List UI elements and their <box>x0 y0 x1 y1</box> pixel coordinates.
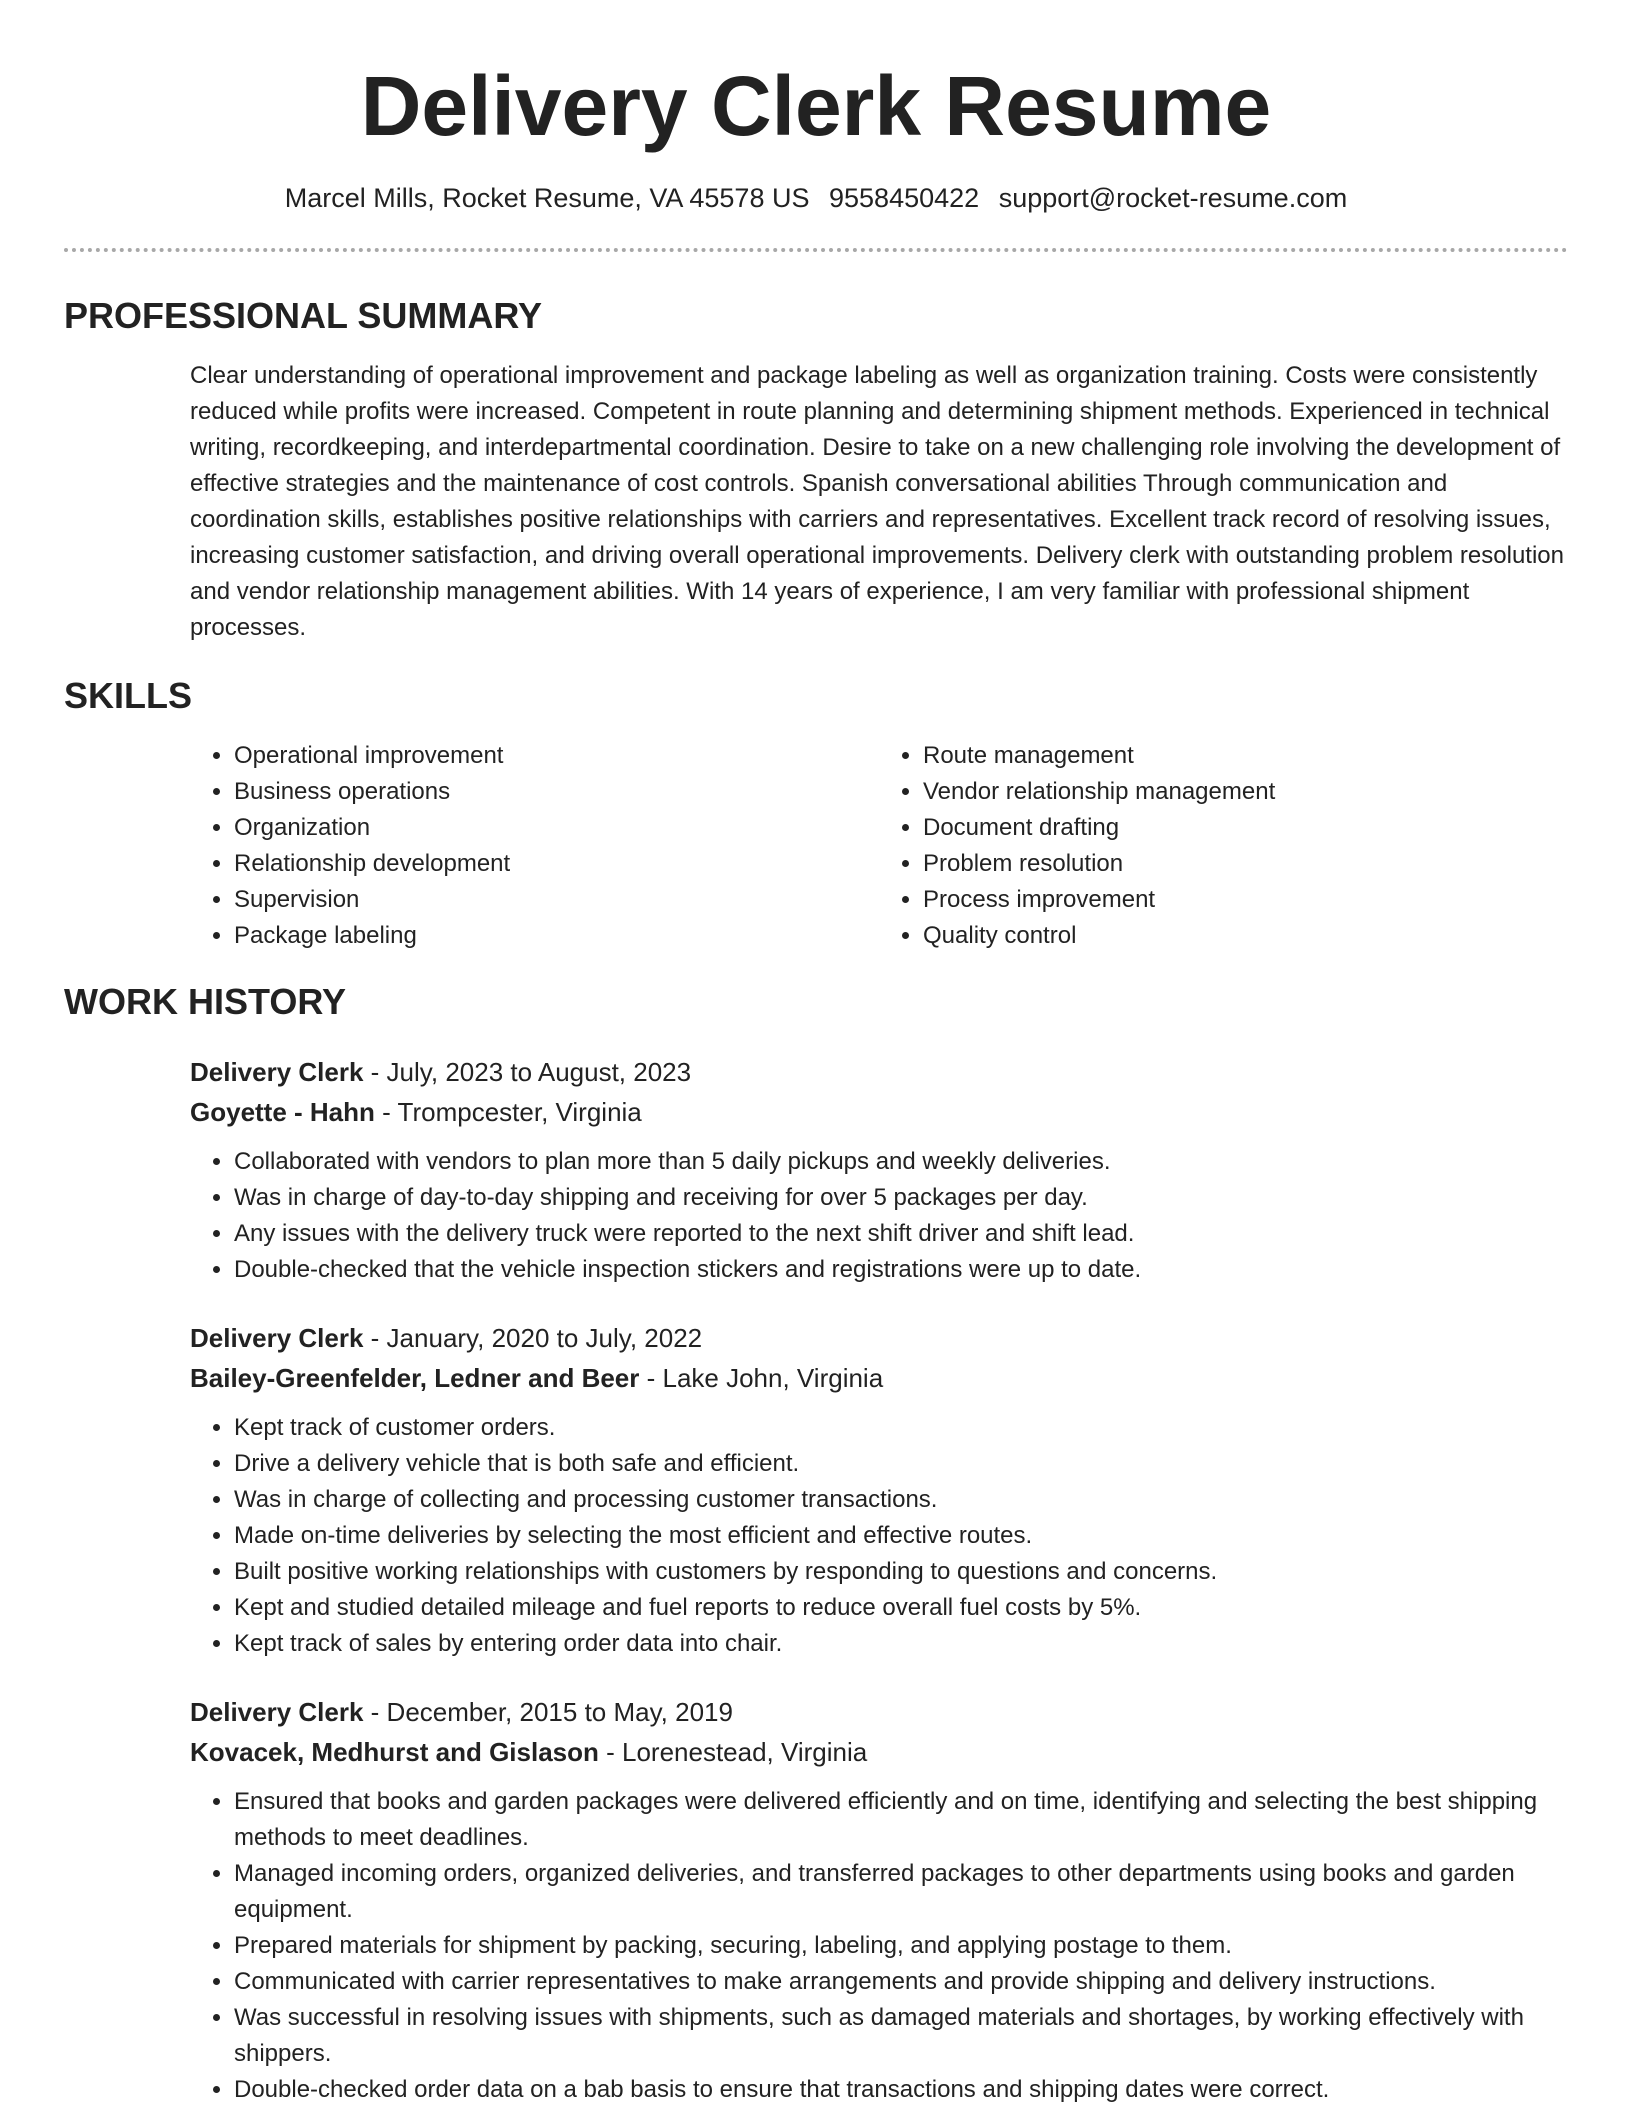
skill-item: • Business operations <box>234 774 879 810</box>
job-title: Delivery Clerk <box>190 1697 364 1727</box>
skill-item: • Relationship development <box>234 846 879 882</box>
job-bullet: • Any issues with the delivery truck were reported to the next shift driver and shift lead. <box>234 1216 1568 1252</box>
job-bullet: • Kept and studied detailed mileage and fuel reports to reduce overall fuel costs by 5%. <box>234 1590 1568 1626</box>
skill-item: • Operational improvement <box>234 738 879 774</box>
job-company-line <box>190 1358 1568 1398</box>
job-bullet: • Was in charge of day-to-day shipping and receiving for over 5 packages per day. <box>234 1180 1568 1216</box>
summary-heading: PROFESSIONAL SUMMARY <box>64 295 543 336</box>
job-entry <box>190 1052 1568 1288</box>
job-bullet: • Managed incoming orders, organized deliveries, and transferred packages to other departments using books and garden equipment. <box>234 1856 1568 1928</box>
summary-text: Clear understanding of operational improvement and package labeling as well as organization training. Costs were consistently reduced while profits were increased. Competent in route planning and determining shipment methods. Experienced in technical writing, recordkeeping, and interdepartmental coordination. Desire to take on a new challenging role involving the development of effective strategies and the maintenance of cost controls. Spanish conversational abilities Through communication and coordination skills, establishes positive relationships with carriers and representatives. Excellent track record of resolving issues, increasing customer satisfaction, and driving overall operational improvements. Delivery clerk with outstanding problem resolution and vendor relationship management abilities. With 14 years of experience, I am very familiar with professional shipment processes. <box>190 362 1564 641</box>
job-location: - Trompcester, Virginia <box>374 1097 642 1127</box>
skill-item: • Quality control <box>923 918 1568 954</box>
header-divider <box>64 248 1568 252</box>
job-bullet: • Drive a delivery vehicle that is both safe and efficient. <box>234 1446 1568 1482</box>
skills-grid <box>190 738 1568 954</box>
work-history-heading: WORK HISTORY <box>64 981 347 1022</box>
job-company: Bailey-Greenfelder, Ledner and Beer <box>190 1363 640 1393</box>
job-entry <box>190 1318 1568 1662</box>
job-bullet: • Built positive working relationships with customers by responding to questions and concerns. <box>234 1554 1568 1590</box>
job-location: - Lake John, Virginia <box>639 1363 884 1393</box>
job-bullet: • Was successful in resolving issues with shipments, such as damaged materials and shortages, by working effectively with shippers. <box>234 2000 1568 2072</box>
job-bullet: • Ensured that books and garden packages were delivered efficiently and on time, identifying and selecting the best shipping methods to meet deadlines. <box>234 1784 1568 1856</box>
job-title: Delivery Clerk <box>190 1323 364 1353</box>
job-dates: - December, 2015 to May, 2019 <box>363 1697 733 1727</box>
job-dates: - January, 2020 to July, 2022 <box>363 1323 703 1353</box>
job-location: - Lorenestead, Virginia <box>598 1737 868 1767</box>
job-title: Delivery Clerk <box>190 1057 364 1087</box>
job-bullet: • Kept track of sales by entering order data into chair. <box>234 1626 1568 1662</box>
skill-item: • Supervision <box>234 882 879 918</box>
job-bullet: • Double-checked order data on a bab basis to ensure that transactions and shipping dates were correct. <box>234 2072 1568 2108</box>
skills-heading: SKILLS <box>64 675 193 716</box>
job-bullet: • Prepared materials for shipment by packing, securing, labeling, and applying postage to them. <box>234 1928 1568 1964</box>
job-company-line <box>190 1732 1568 1772</box>
job-title-line <box>190 1052 1568 1092</box>
job-bullet: • Double-checked that the vehicle inspection stickers and registrations were up to date. <box>234 1252 1568 1288</box>
job-title-line <box>190 1318 1568 1358</box>
job-bullet-list <box>190 1144 1568 1288</box>
job-bullet-list <box>190 1784 1568 2108</box>
contact-line <box>64 180 1568 216</box>
skills-list-left <box>190 738 879 954</box>
skill-item: • Document drafting <box>923 810 1568 846</box>
skills-list-right <box>879 738 1568 954</box>
job-company: Goyette - Hahn <box>190 1097 375 1127</box>
resume-title: Delivery Clerk Resume <box>360 59 1272 153</box>
job-bullet: • Kept track of customer orders. <box>234 1410 1568 1446</box>
contact-email[interactable]: support@rocket-resume.com <box>998 183 1348 213</box>
skill-item: • Organization <box>234 810 879 846</box>
job-bullet: • Was in charge of collecting and processing customer transactions. <box>234 1482 1568 1518</box>
skill-item: • Route management <box>923 738 1568 774</box>
contact-phone: 9558450422 <box>829 183 980 213</box>
job-company: Kovacek, Medhurst and Gislason <box>190 1737 599 1767</box>
job-bullet-list <box>190 1410 1568 1662</box>
skill-item: • Package labeling <box>234 918 879 954</box>
contact-address: Marcel Mills, Rocket Resume, VA 45578 US <box>284 183 810 213</box>
skill-item: • Vendor relationship management <box>923 774 1568 810</box>
job-bullet: • Made on-time deliveries by selecting the most efficient and effective routes. <box>234 1518 1568 1554</box>
job-title-line <box>190 1692 1568 1732</box>
skill-item: • Process improvement <box>923 882 1568 918</box>
skill-item: • Problem resolution <box>923 846 1568 882</box>
job-entry <box>190 1692 1568 2108</box>
job-bullet: • Collaborated with vendors to plan more than 5 daily pickups and weekly deliveries. <box>234 1144 1568 1180</box>
job-dates: - July, 2023 to August, 2023 <box>363 1057 692 1087</box>
job-company-line <box>190 1092 1568 1132</box>
job-bullet: • Communicated with carrier representatives to make arrangements and provide shipping and delivery instructions. <box>234 1964 1568 2000</box>
